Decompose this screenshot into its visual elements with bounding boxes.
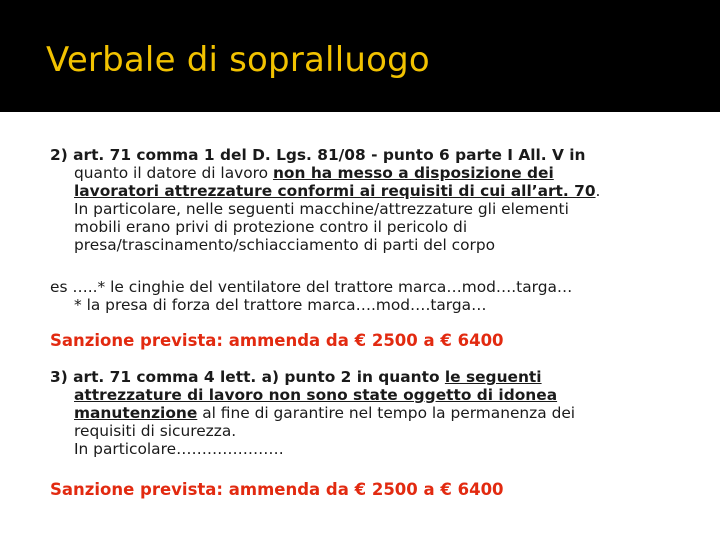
p2-line-1	[50, 146, 680, 164]
p3-line-2: attrezzature di lavoro non sono state oggetto di idonea	[74, 386, 558, 404]
p2-line-2	[50, 164, 680, 182]
example-line-2: * la presa di forza del trattore marca….mod….targa…	[74, 296, 487, 314]
p2-line-3	[50, 182, 680, 200]
example-paragraph	[50, 278, 680, 314]
p2-line-2-text: quanto il datore di lavoro	[74, 164, 273, 182]
slide-header	[0, 0, 720, 112]
example-line-1: es …..* le cinghie del ventilatore del trattore marca…mod….targa…	[50, 278, 573, 296]
p3-line-3-text: al fine di garantire nel tempo la permanenza dei	[197, 404, 576, 422]
p2-line-3-tail: .	[595, 182, 601, 200]
p3-line-4: requisiti di sicurezza.	[74, 422, 237, 440]
paragraph-item-2	[50, 146, 680, 254]
p3-line-5: In particolare…………………	[74, 440, 284, 458]
p2-line-5: mobili erano privi di protezione contro il pericolo di	[74, 218, 468, 236]
p2-line-2-emphasis: non ha messo a disposizione dei	[272, 164, 554, 182]
paragraph-item-3	[50, 368, 680, 458]
sanction-notice-2: Sanzione prevista: ammenda da € 2500 a € 6400	[50, 480, 504, 499]
p3-line-3-emphasis: manutenzione	[74, 404, 198, 422]
slide-title: Verbale di sopralluogo	[46, 40, 430, 80]
p2-line-3-emphasis: lavoratori attrezzature conformi ai requisiti di cui all’art. 70	[74, 182, 596, 200]
sanction-notice-1: Sanzione prevista: ammenda da € 2500 a € 6400	[50, 331, 504, 350]
p3-line-1-emphasis: le seguenti	[444, 368, 542, 386]
p3-line-1-text: 3) art. 71 comma 4 lett. a) punto 2 in quanto	[50, 368, 445, 386]
p3-line-3	[50, 404, 680, 422]
p2-line-4: In particolare, nelle seguenti macchine/attrezzature gli elementi	[74, 200, 569, 218]
p2-line-6: presa/trascinamento/schiacciamento di parti del corpo	[74, 236, 496, 254]
p3-line-1	[50, 368, 680, 386]
p2-line-1-text: 2) art. 71 comma 1 del D. Lgs. 81/08 - punto 6 parte I All. V in	[50, 146, 586, 164]
